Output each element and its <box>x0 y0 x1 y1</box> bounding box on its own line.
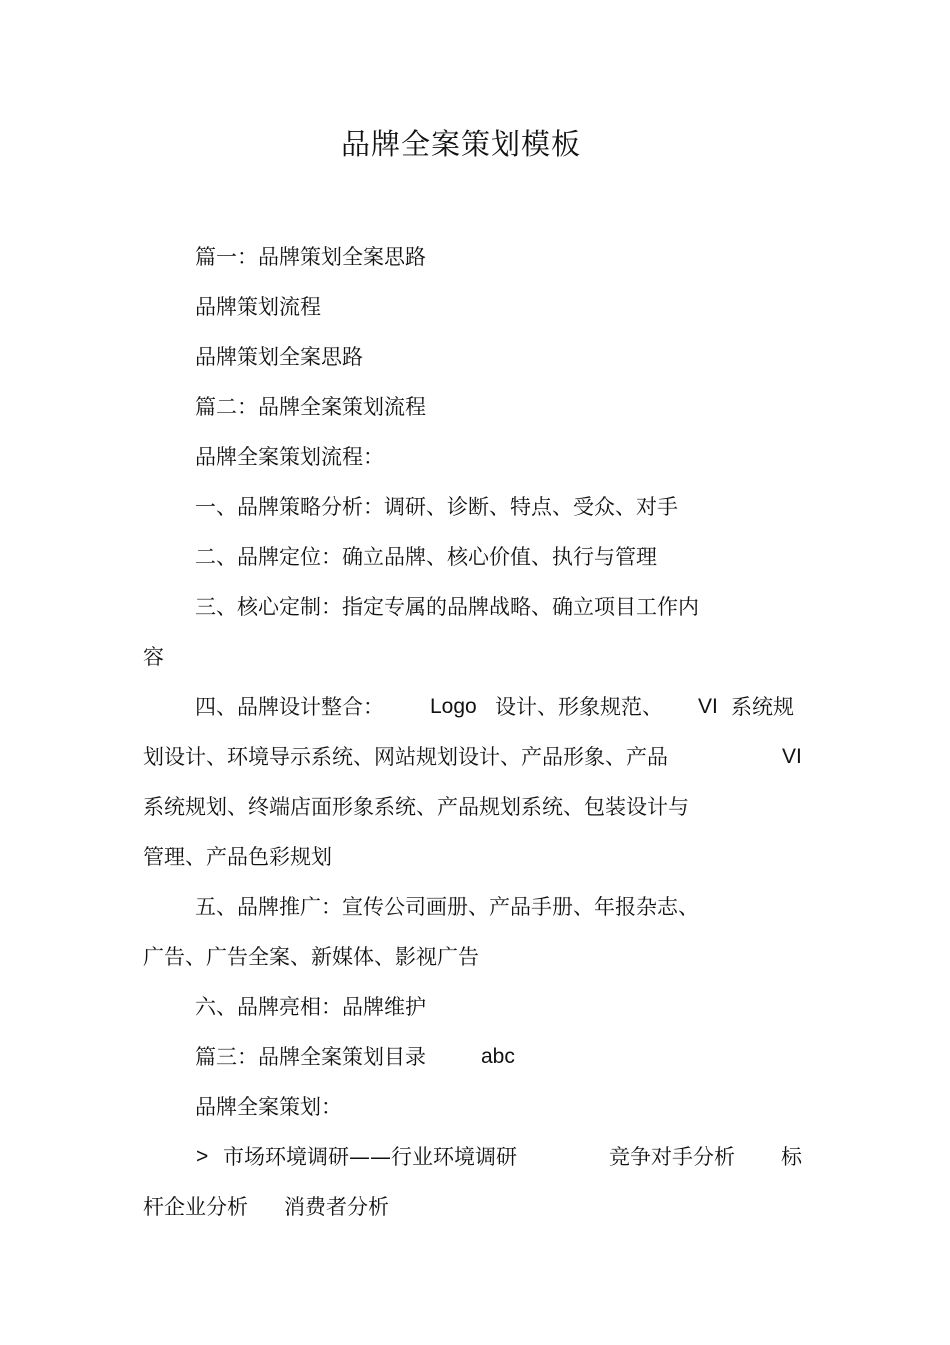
text-segment: Logo <box>430 695 477 718</box>
paragraph-line: 二、品牌定位：确立品牌、核心价值、执行与管理 <box>195 545 657 569</box>
paragraph-line: 篇二：品牌全案策划流程 <box>195 395 426 419</box>
paragraph-line: 六、品牌亮相：品牌维护 <box>195 995 426 1019</box>
text-segment: 标 <box>781 1145 802 1169</box>
paragraph-line: 广告、广告全案、新媒体、影视广告 <box>143 945 479 969</box>
text-segment: 竞争对手分析 <box>609 1145 735 1169</box>
text-segment: 杆企业分析 <box>143 1195 248 1219</box>
paragraph-line: 品牌全案策划流程： <box>195 445 384 469</box>
paragraph-line: 系统规划、终端店面形象系统、产品规划系统、包装设计与 <box>143 795 689 819</box>
bullet-marker: > <box>196 1145 209 1168</box>
paragraph-line: 篇一：品牌策划全案思路 <box>195 245 426 269</box>
text-segment: 市场环境调研——行业环境调研 <box>223 1145 517 1169</box>
page-title: 品牌全案策划模板 <box>340 127 581 161</box>
text-segment: 系统规 <box>731 695 794 719</box>
paragraph-line: 品牌策划流程 <box>195 295 321 319</box>
paragraph-line: 管理、产品色彩规划 <box>143 845 332 869</box>
text-segment: 消费者分析 <box>284 1195 389 1219</box>
paragraph-line: 容 <box>143 645 164 669</box>
text-segment: 四、品牌设计整合： <box>195 695 384 719</box>
paragraph-line: 品牌策划全案思路 <box>195 345 363 369</box>
paragraph-line: 篇三：品牌全案策划目录 <box>195 1045 426 1069</box>
text-segment: 设计、形象规范、 <box>495 695 663 719</box>
paragraph-line: 一、品牌策略分析：调研、诊断、特点、受众、对手 <box>195 495 678 519</box>
paragraph-line <box>195 692 384 722</box>
paragraph-line: 五、品牌推广：宣传公司画册、产品手册、年报杂志、 <box>195 895 699 919</box>
text-segment: VI <box>698 695 718 718</box>
paragraph-line: 品牌全案策划： <box>195 1095 342 1119</box>
paragraph-line: 三、核心定制：指定专属的品牌战略、确立项目工作内 <box>195 595 699 619</box>
text-segment: VI <box>782 745 802 768</box>
text-segment: abc <box>481 1045 515 1068</box>
paragraph-line: 划设计、环境导示系统、网站规划设计、产品形象、产品 <box>143 745 668 769</box>
